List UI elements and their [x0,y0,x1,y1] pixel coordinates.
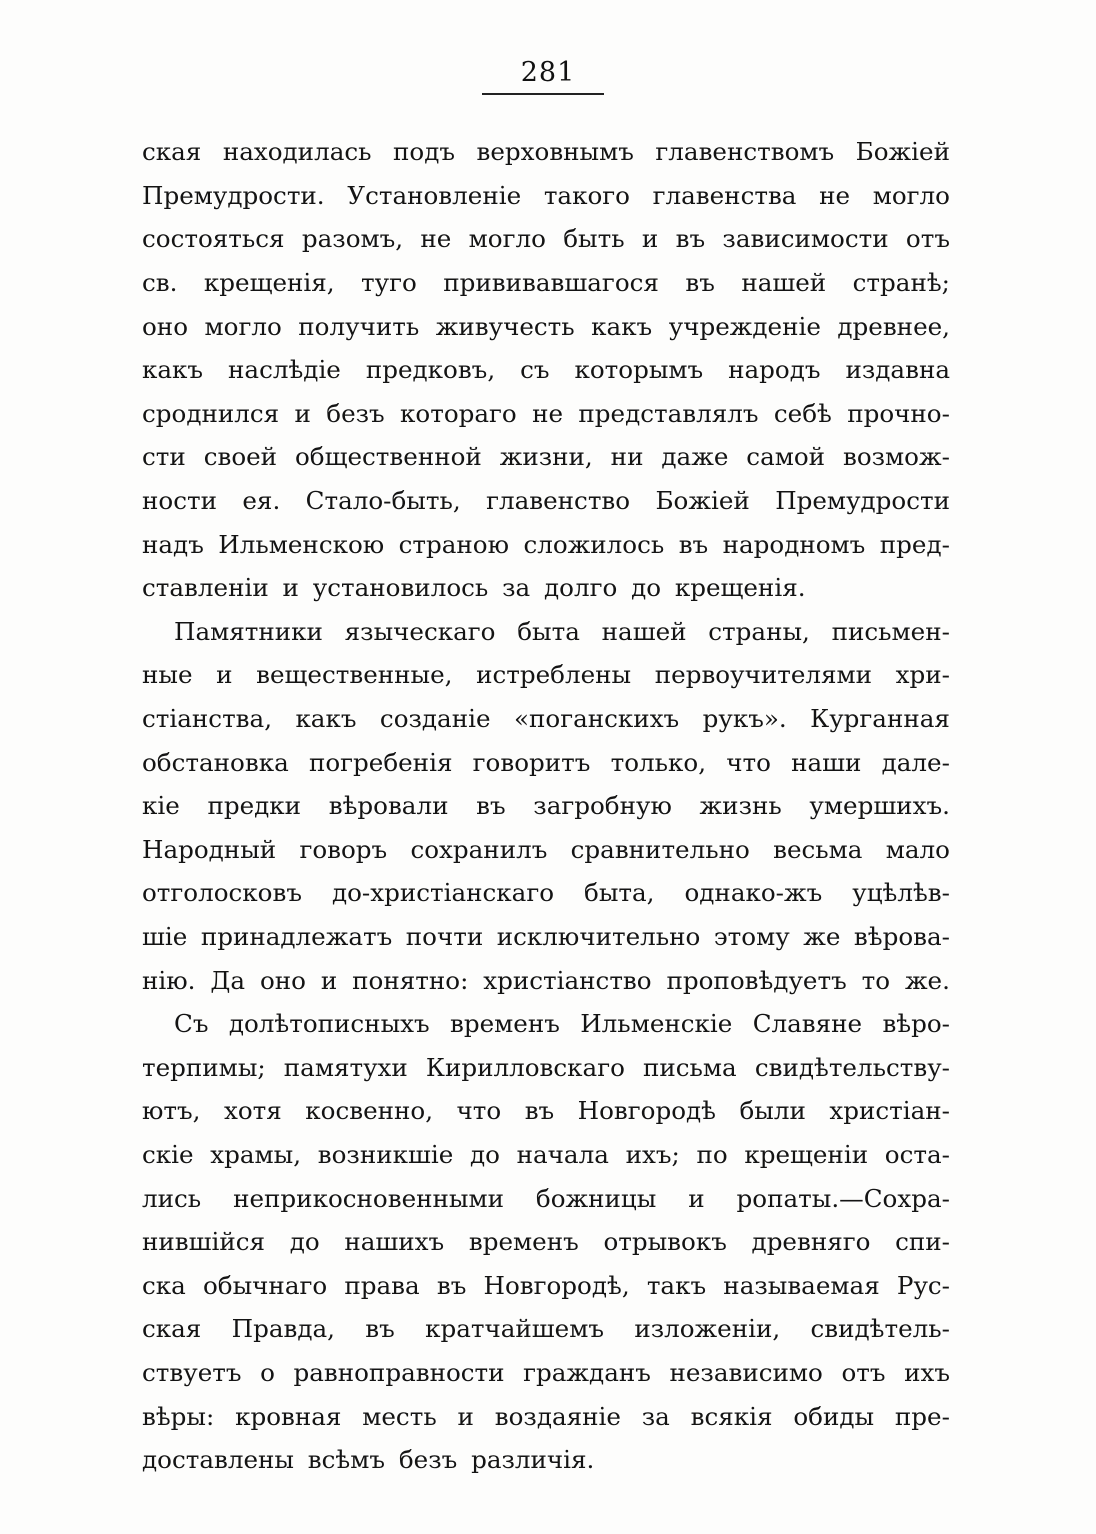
word: языческаго [344,616,496,646]
word: о [260,1357,275,1387]
text-line [142,392,950,436]
word: свидѣтель- [810,1314,950,1344]
word: зависимости [722,224,889,254]
word: учрежденіе [668,311,821,341]
word: нію. [142,965,196,995]
word: вещественные, [256,660,453,690]
word: не [420,224,452,254]
page-header [0,58,1096,88]
word: странѣ; [852,268,950,298]
word: въ [675,224,706,254]
word: не [819,180,851,210]
word: прививавшагося [443,268,659,298]
word: отголосковъ [142,878,302,908]
word: и [641,224,659,254]
word: Ильменскою [218,529,385,559]
word: до-христіанскаго [331,878,555,908]
word: принадлежатъ [200,921,393,951]
word: предки [207,791,302,821]
word: въ [524,1096,555,1126]
body-text [142,130,950,1481]
word: христіанство [483,965,652,995]
word: отрывокъ [603,1227,727,1257]
word: общественной [295,442,482,472]
word: Новгородѣ, [483,1270,630,1300]
word: могло [204,311,282,341]
word: наши [791,747,862,777]
word: ская [142,1314,202,1344]
text-line [142,174,950,218]
word: весьма [773,834,863,864]
text-line [142,1133,950,1177]
word: отъ [841,1357,886,1387]
word: Кирилловскаго [425,1052,625,1082]
text-line: доставлены всѣмъ безъ различія. [142,1445,595,1475]
word: пре- [894,1401,950,1431]
word: шіе [142,921,188,951]
word: Рус- [896,1270,950,1300]
word: первоучителями [654,660,873,690]
word: всякія [690,1401,773,1431]
word: предковъ, [365,355,496,385]
word: проповѣдуетъ [666,965,847,995]
word: ютъ, [142,1096,201,1126]
word: истреблены [476,660,632,690]
text-line [142,871,950,915]
page-number: 281 [520,57,576,88]
word: какъ [591,311,653,341]
text-line [142,697,950,741]
word: возмож- [842,442,950,472]
word: въ [678,529,709,559]
word: Съ [174,1009,209,1039]
word: самой [746,442,826,472]
word: кровная [235,1401,342,1431]
word: оста- [884,1139,950,1169]
word: письма [642,1052,737,1082]
word: и [688,1183,705,1213]
word: нашей [601,616,687,646]
word: рукъ». [702,704,787,734]
text-line [142,522,950,566]
word: ствуетъ [142,1357,242,1387]
word: начала [516,1139,609,1169]
word: Стало-быть, [305,486,461,516]
word: хотя [223,1096,282,1126]
word: верховнымъ [476,137,634,167]
word: ные [142,660,193,690]
word: Премудрости [775,486,950,516]
text-line [142,1263,950,1307]
word: св. [142,268,178,298]
word: которымъ [574,355,704,385]
word: исключительно [496,921,701,951]
word: памятухи [283,1052,408,1082]
word: ни [610,442,644,472]
word: даже [661,442,729,472]
word: обычнаго [202,1270,328,1300]
word: въ [365,1314,395,1344]
word: были [739,1096,806,1126]
word: съ [520,355,550,385]
word: древняго [751,1227,871,1257]
word: могло [468,224,546,254]
word: надъ [142,529,204,559]
word: нившійся [142,1227,266,1257]
word: главенства [652,180,797,210]
word: свидѣтельству- [754,1052,950,1082]
word: лись [142,1183,202,1213]
text-line [142,479,950,523]
word: безъ [326,398,385,428]
text-line [142,435,950,479]
text-line [142,130,950,174]
word: состояться [142,224,285,254]
word: крещенія, [203,268,335,298]
word: себѣ [773,398,832,428]
word: вѣрова- [853,921,950,951]
word: Божіей [655,486,750,516]
word: говоръ [299,834,388,864]
word: и [457,1401,474,1431]
word: быть [563,224,625,254]
word: этому [713,921,790,951]
word: до [289,1227,320,1257]
text-line [142,1002,950,1046]
word: скіе [142,1139,194,1169]
word: загробную [533,791,672,821]
word: ская [142,137,202,167]
text-line [142,304,950,348]
word: жизнь [699,791,782,821]
word: Памятники [174,616,323,646]
word: разомъ, [301,224,404,254]
word: ропаты.—Сохра- [736,1183,950,1213]
word: дале- [881,747,950,777]
header-rule [482,93,604,95]
word: Божіей [855,137,950,167]
word: до [469,1139,500,1169]
word: ихъ; [625,1139,680,1169]
word: главенство [486,486,631,516]
word: Ильменскіе [580,1009,733,1039]
word: равноправности [293,1357,505,1387]
word: за [641,1401,670,1431]
word: ска [142,1270,186,1300]
word: же [803,921,841,951]
word: нашихъ [344,1227,445,1257]
word: страною [398,529,510,559]
word: Курганная [810,704,950,734]
word: и [216,660,233,690]
word: почти [405,921,484,951]
word: вѣры: [142,1401,215,1431]
word: не [532,398,564,428]
word: Премудрости. [142,180,325,210]
text-line [142,1220,950,1264]
word: оно [259,965,306,995]
word: однако-жъ [684,878,823,908]
word: быта, [584,878,655,908]
word: вѣро- [882,1009,950,1039]
word: называемая [723,1270,880,1300]
word: туго [361,268,417,298]
word: права [344,1270,420,1300]
word: сравнительно [570,834,750,864]
word: временъ [468,1227,579,1257]
word: быта [517,616,580,646]
word: нашей [741,268,827,298]
word: подъ [393,137,456,167]
word: наслѣдіе [228,355,341,385]
word: возникшіе [317,1139,454,1169]
word: хри- [895,660,950,690]
word: Правда, [231,1314,335,1344]
word: мало [885,834,950,864]
text-line [142,610,950,654]
word: что [726,747,771,777]
text-line [142,1045,950,1089]
word: что [456,1096,502,1126]
text-line [142,915,950,959]
word: понятно: [352,965,469,995]
text-line [142,261,950,305]
word: воздаяніе [494,1401,621,1431]
word: своей [203,442,278,472]
word: могло [872,180,950,210]
word: прочно- [847,398,950,428]
word: гражданъ [523,1357,651,1387]
word: ея. [242,486,281,516]
word: представлялъ [578,398,759,428]
word: временъ [450,1009,560,1039]
word: Народный [142,834,277,864]
word: христіан- [829,1096,950,1126]
word: оно [142,311,189,341]
text-line [142,217,950,261]
word: вѣровали [328,791,449,821]
word: по [696,1139,728,1169]
word: Установленіе [347,180,522,210]
word: обстановка [142,747,289,777]
word: страны, [708,616,810,646]
word: Да [210,965,246,995]
word: жизни, [499,442,593,472]
word: ихъ [904,1357,950,1387]
word: такого [543,180,630,210]
text-line [142,1089,950,1133]
word: уцѣлѣв- [852,878,950,908]
text-line: ставленіи и установилось за долго до крещенія. [142,573,806,603]
word: же. [904,965,950,995]
text-line [142,1351,950,1395]
word: умершихъ. [809,791,950,821]
word: терпимы; [142,1052,266,1082]
text-line [142,784,950,828]
word: въ [476,791,506,821]
text-line [142,828,950,872]
word: получить [298,311,420,341]
word: главенствомъ [655,137,835,167]
word: и [320,965,338,995]
word: Новгородѣ [577,1096,716,1126]
word: созданіе [379,704,491,734]
word: месть [362,1401,437,1431]
word: крещеніи [744,1139,869,1169]
word: сложилось [523,529,665,559]
word: Славяне [752,1009,863,1039]
text-line [142,348,950,392]
text-line [142,653,950,697]
word: то [861,965,891,995]
word: только, [610,747,707,777]
word: сроднился [142,398,280,428]
word: неприкосновенными [233,1183,504,1213]
word: сохранилъ [410,834,548,864]
text-line [142,1176,950,1220]
word: ности [142,486,217,516]
word: сти [142,442,186,472]
word: пред- [879,529,950,559]
word: косвенно, [305,1096,434,1126]
word: отъ [905,224,950,254]
word: издавна [845,355,950,385]
word: какъ [142,355,204,385]
word: «поганскихъ [513,704,680,734]
word: живучесть [435,311,575,341]
word: древнее, [837,311,950,341]
word: кіе [142,791,180,821]
word: обиды [793,1401,875,1431]
word: стіанства, [142,704,273,734]
word: говоритъ [472,747,591,777]
text-line [142,1307,950,1351]
word: котораго [400,398,517,428]
word: въ [436,1270,467,1300]
word: погребенія [308,747,453,777]
word: независимо [669,1357,823,1387]
word: въ [685,268,715,298]
word: народномъ [722,529,866,559]
word: спи- [895,1227,950,1257]
word: изложеніи, [634,1314,781,1344]
text-line [142,1394,950,1438]
text-line [142,958,950,1002]
word: находилась [222,137,372,167]
word: долѣтописныхъ [228,1009,430,1039]
word: какъ [295,704,357,734]
word: божницы [535,1183,657,1213]
word: письмен- [831,616,950,646]
word: и [294,398,311,428]
word: такъ [646,1270,707,1300]
text-line [142,740,950,784]
word: кратчайшемъ [425,1314,604,1344]
word: храмы, [210,1139,302,1169]
word: народъ [728,355,821,385]
